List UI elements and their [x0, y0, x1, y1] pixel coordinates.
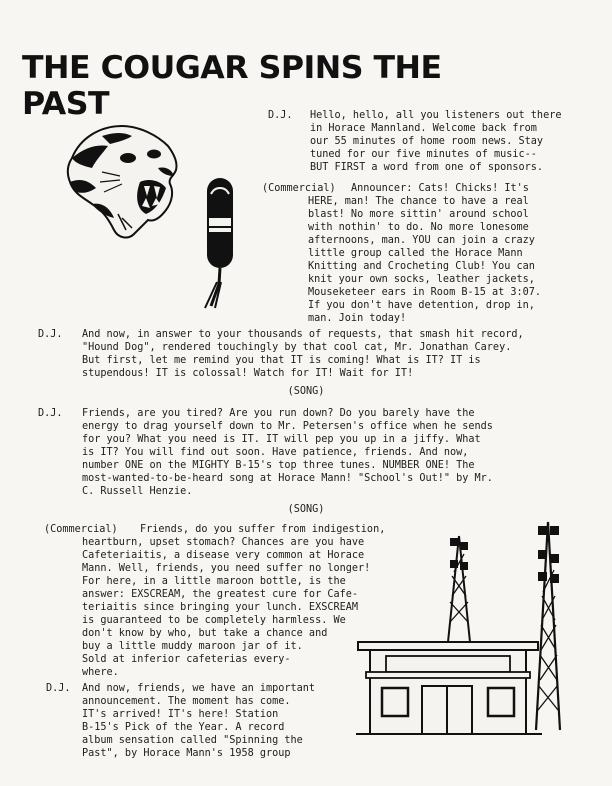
dj-line: Friends, are you tired? Are you run down? Do you barely have the — [82, 408, 475, 419]
dj-line: "Hound Dog", rendered touchingly by that cool cat, Mr. Jonathan Carey. — [82, 342, 512, 353]
dj-line: stupendous! IT is colossal! Watch for IT! Wait for IT! — [82, 368, 414, 379]
commercial-line: For here, in a little maroon bottle, is the — [82, 576, 346, 587]
dj-line: And now, in answer to your thousands of requests, that smash hit record, — [82, 329, 524, 340]
dj-line: C. Russell Henzie. — [82, 486, 193, 497]
dj-label: D.J. — [46, 683, 71, 694]
commercial-label: (Commercial) — [262, 183, 336, 194]
dj-line: is IT? You will find out soon. Have patience, friends. And now, — [82, 447, 469, 458]
song-marker: (SONG) — [287, 386, 325, 397]
commercial-line: Sold at inferior cafeterias every- — [82, 654, 291, 665]
commercial-line: man. Join today! — [308, 313, 407, 324]
commercial-line: blast! No more sittin' around school — [308, 209, 529, 220]
commercial-line: HERE, man! The chance to have a real — [308, 196, 529, 207]
dj-label: D.J. — [268, 110, 293, 121]
commercial-line: little group called the Horace Mann — [308, 248, 523, 259]
commercial-line: Knitting and Crocheting Club! You can — [308, 261, 535, 272]
dj-intro-line: our 55 minutes of home room news. Stay — [310, 136, 544, 147]
commercial-line: teriaitis since bringing your lunch. EXSCREAM — [82, 602, 359, 613]
song-marker: (SONG) — [287, 504, 325, 515]
page-title: THE COUGAR SPINS THE PAST — [22, 50, 442, 122]
commercial-line: heartburn, upset stomach? Chances are you have — [82, 537, 365, 548]
commercial-line: buy a little muddy maroon jar of it. — [82, 641, 303, 652]
commercial-line: Cafeteriaitis, a disease very common at Horace — [82, 550, 365, 561]
commercial-line: answer: EXSCREAM, the greatest cure for Cafe- — [82, 589, 359, 600]
radio-tower-icon — [530, 520, 566, 732]
commercial-label: (Commercial) — [44, 524, 118, 535]
radio-tower-icon — [444, 532, 474, 644]
microphone-icon — [197, 174, 245, 310]
dj-line: most-wanted-to-be-heard song at Horace Mann! "School's Out!" by Mr. — [82, 473, 493, 484]
dj-line: announcement. The moment has come. — [82, 696, 291, 707]
commercial-line: afternoons, man. YOU can join a crazy — [308, 235, 535, 246]
dj-label: D.J. — [38, 329, 63, 340]
commercial-line: don't know by who, but take a chance and — [82, 628, 328, 639]
cougar-head-icon — [62, 118, 182, 240]
radio-station-building-icon — [356, 636, 542, 742]
commercial-line: Friends, do you suffer from indigestion, — [140, 524, 386, 535]
dj-line: And now, friends, we have an important — [82, 683, 316, 694]
commercial-line: where. — [82, 667, 119, 678]
commercial-line: with nothin' to do. No more lonesome — [308, 222, 529, 233]
dj-intro-line: tuned for our five minutes of music-- — [310, 149, 537, 160]
commercial-line: If you don't have detention, drop in, — [308, 300, 535, 311]
commercial-line: Mann. Well, friends, you need suffer no longer! — [82, 563, 371, 574]
commercial-line: knit your own socks, leather jackets, — [308, 274, 535, 285]
dj-intro-line: in Horace Mannland. Welcome back from — [310, 123, 537, 134]
dj-line: Past", by Horace Mann's 1958 group — [82, 748, 291, 759]
dj-line: But first, let me remind you that IT is coming! What is IT? IT is — [82, 355, 481, 366]
dj-line: IT's arrived! IT's here! Station — [82, 709, 279, 720]
commercial-line: Announcer: Cats! Chicks! It's — [351, 183, 529, 194]
dj-line: album sensation called "Spinning the — [82, 735, 303, 746]
dj-intro-line: BUT FIRST a word from one of sponsors. — [310, 162, 544, 173]
commercial-line: Mouseketeer ears in Room B-15 at 3:07. — [308, 287, 542, 298]
commercial-line: is guaranteed to be completely harmless. We — [82, 615, 346, 626]
dj-label: D.J. — [38, 408, 63, 419]
dj-line: number ONE on the MIGHTY B-15's top three tunes. NUMBER ONE! The — [82, 460, 475, 471]
dj-line: energy to drag yourself down to Mr. Petersen's office when he sends — [82, 421, 493, 432]
dj-intro-line: Hello, hello, all you listeners out there — [310, 110, 562, 121]
dj-line: for you? What you need is IT. IT will pep you up in a jiffy. What — [82, 434, 481, 445]
dj-line: B-15's Pick of the Year. A record — [82, 722, 285, 733]
